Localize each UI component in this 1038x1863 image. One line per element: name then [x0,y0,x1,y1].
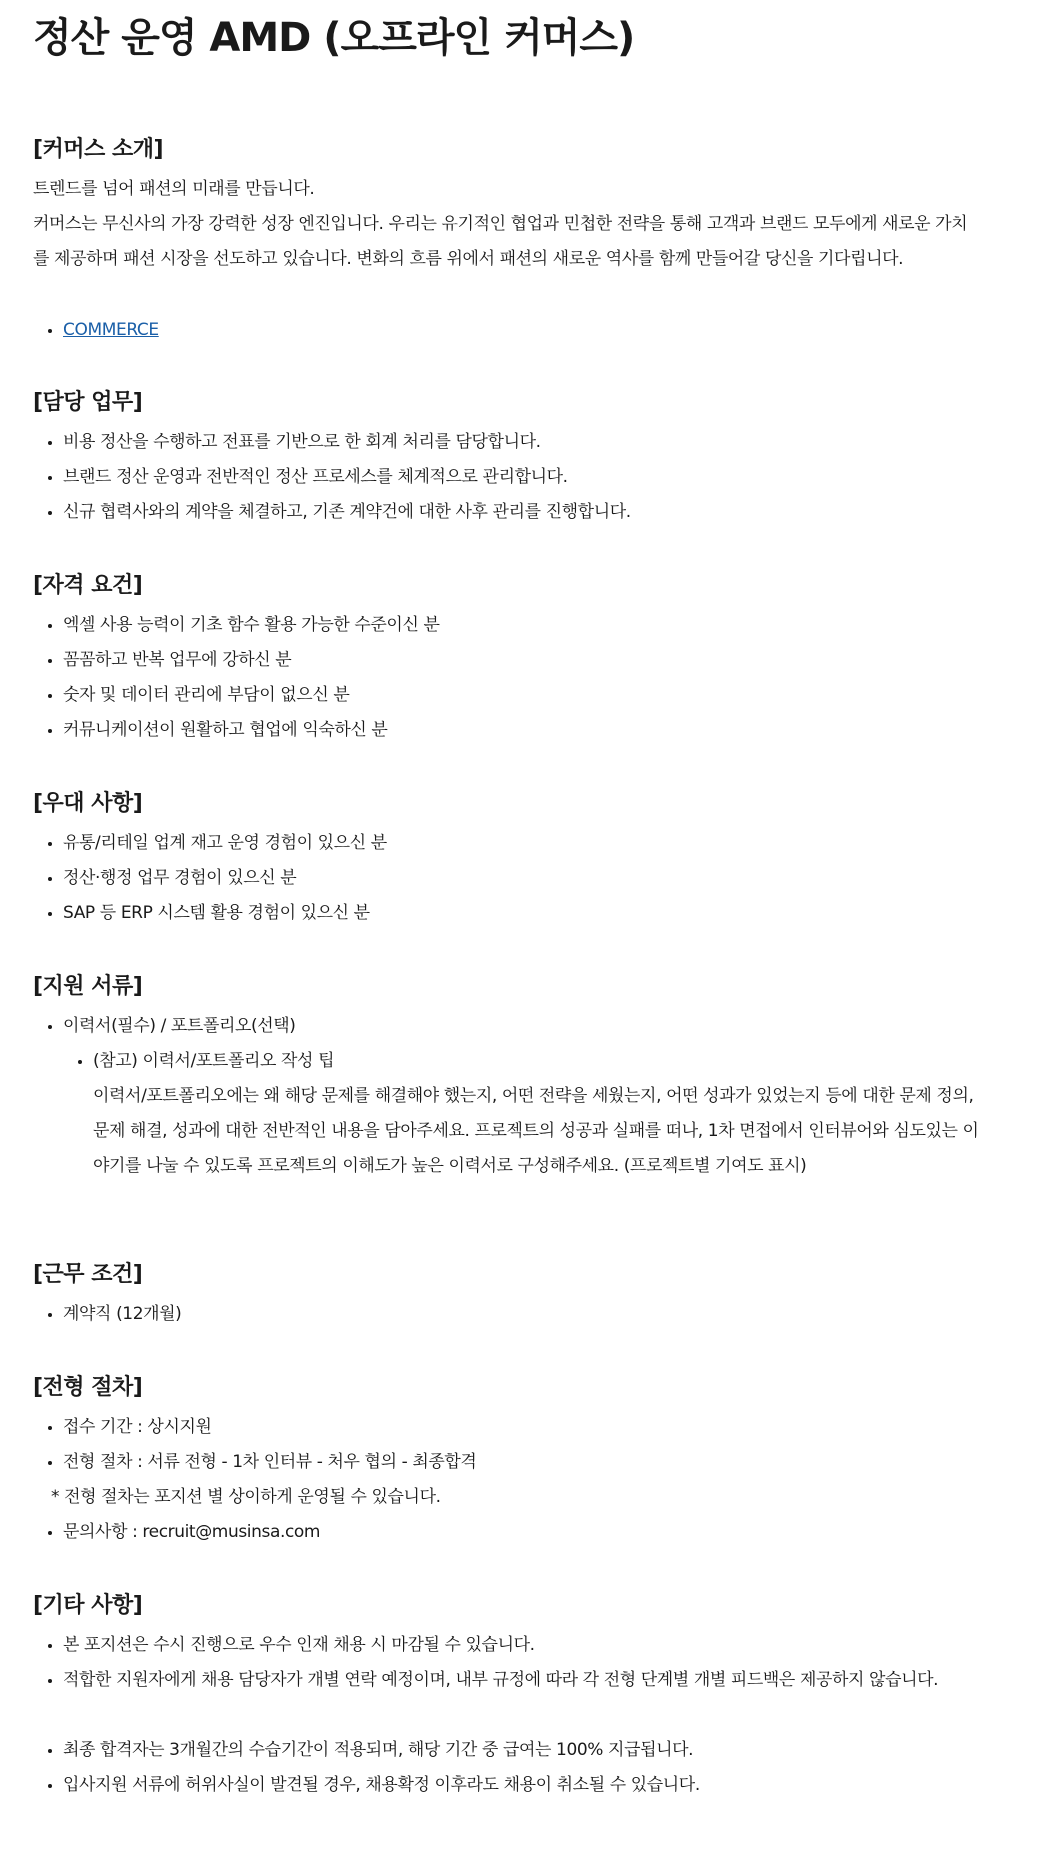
process-item: 접수 기간 : 상시지원 [63,1410,212,1445]
requirement-item: 꼼꼼하고 반복 업무에 강하신 분 [63,643,291,678]
process-item: 전형 절차 : 서류 전형 - 1차 인터뷰 - 처우 협의 - 최종합격 [63,1445,476,1480]
etc-item: 입사지원 서류에 허위사실이 발견될 경우, 채용확정 이후라도 채용이 취소될 수 있습니다. [63,1768,700,1803]
section-heading-process: [전형 절차] [33,1375,143,1400]
section-heading-etc: [기타 사항] [33,1593,143,1618]
etc-item: 본 포지션은 수시 진행으로 우수 인재 채용 시 마감될 수 있습니다. [63,1628,535,1663]
requirement-item: 엑셀 사용 능력이 기초 함수 활용 가능한 수준이신 분 [63,608,440,643]
requirement-item: 숫자 및 데이터 관리에 부담이 없으신 분 [63,678,349,713]
process-contact: 문의사항 : recruit@musinsa.com [63,1515,320,1550]
condition-item: 계약직 (12개월) [63,1297,181,1332]
document-item: 이력서(필수) / 포트폴리오(선택) [63,1009,296,1044]
duty-item: 신규 협력사와의 계약을 체결하고, 기존 계약건에 대한 사후 관리를 진행합니다. [63,495,631,530]
document-tip-note: 이력서/포트폴리오에는 왜 해당 문제를 해결해야 했는지, 어떤 전략을 세웠는지, 어떤 성과가 있었는지 등에 대한 문제 정의, 문제 해결, 성과에 대한 전반적인 내용을 담아주세요. 프로젝트의 성공과 실패를 떠나, 1차 면접에서 인터뷰어와 심도있는 이야기를 나눌 수 있도록 프로젝트의 이해도가 높은 이력서로 구성해주세요. (프로젝트별 기여도 표시) [93,1086,979,1176]
intro-description: 커머스는 무신사의 가장 강력한 성장 엔진입니다. 우리는 유기적인 협업과 민첩한 전략을 통해 고객과 브랜드 모두에게 새로운 가치를 제공하며 패션 시장을 선도하고 있습니다. 변화의 흐름 위에서 패션의 새로운 역사를 함께 만들어갈 당신을 기다립니다. [33,214,968,269]
preferred-item: 정산·행정 업무 경험이 있으신 분 [63,861,296,896]
section-heading-preferred: [우대 사항] [33,791,143,816]
commerce-link[interactable]: COMMERCE [63,320,159,340]
preferred-item: 유통/리테일 업계 재고 운영 경험이 있으신 분 [63,826,387,861]
section-heading-duties: [담당 업무] [33,390,143,415]
section-heading-intro: [커머스 소개] [33,137,164,162]
duty-item: 비용 정산을 수행하고 전표를 기반으로 한 회계 처리를 담당합니다. [63,425,541,460]
process-note: * 전형 절차는 포지션 별 상이하게 운영될 수 있습니다. [51,1487,441,1507]
intro-tagline: 트렌드를 넘어 패션의 미래를 만듭니다. [33,179,315,199]
preferred-item: SAP 등 ERP 시스템 활용 경험이 있으신 분 [63,896,370,931]
etc-item: 적합한 지원자에게 채용 담당자가 개별 연락 예정이며, 내부 규정에 따라 각 전형 단계별 개별 피드백은 제공하지 않습니다. [63,1663,973,1698]
document-subitem: (참고) 이력서/포트폴리오 작성 팁 [93,1044,334,1079]
section-heading-requirements: [자격 요건] [33,573,143,598]
duty-item: 브랜드 정산 운영과 전반적인 정산 프로세스를 체계적으로 관리합니다. [63,460,568,495]
etc-item: 최종 합격자는 3개월간의 수습기간이 적용되며, 해당 기간 중 급여는 100% 지급됩니다. [63,1733,693,1768]
commerce-link-item [63,313,159,348]
page-title: 정산 운영 AMD (오프라인 커머스) [33,15,635,61]
section-heading-conditions: [근무 조건] [33,1262,143,1287]
requirement-item: 커뮤니케이션이 원활하고 협업에 익숙하신 분 [63,713,387,748]
section-heading-documents: [지원 서류] [33,974,143,999]
